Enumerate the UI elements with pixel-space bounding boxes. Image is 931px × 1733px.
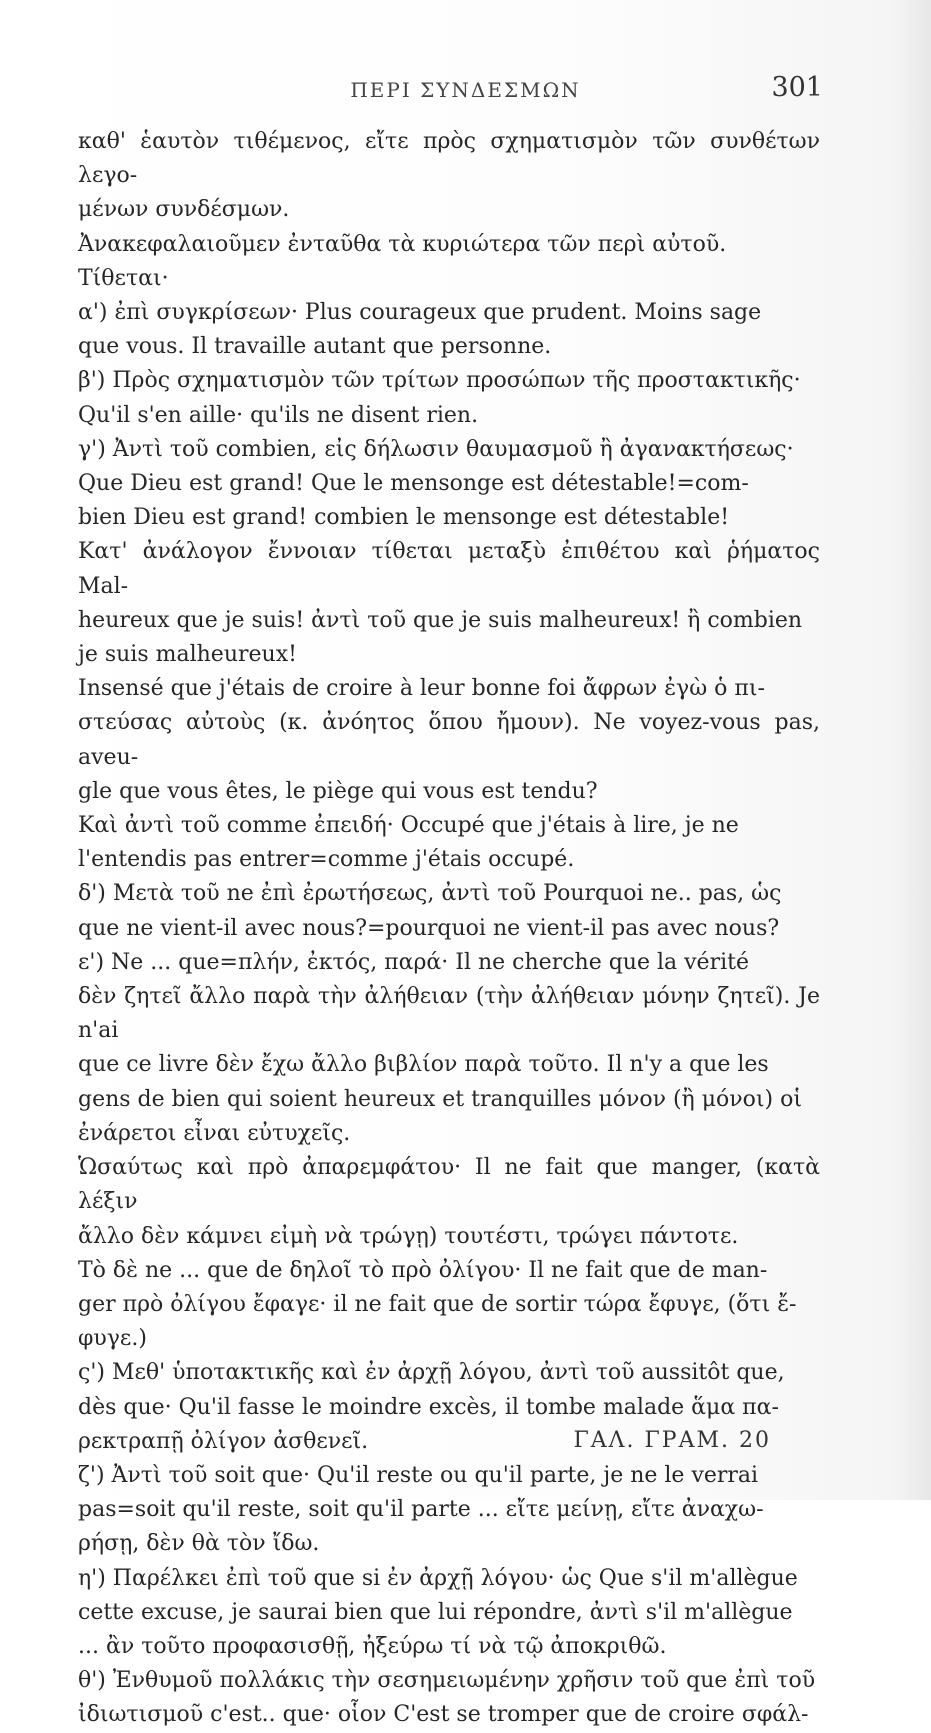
page-number: 301 — [771, 72, 823, 103]
running-head — [0, 72, 931, 118]
text-line: ε') Ne ... que=πλήν, ἐκτός, παρά· Il ne cherche que la vérité — [78, 949, 749, 975]
text-line: l'entendis pas entrer=comme j'étais occupé. — [78, 847, 575, 873]
text-line: θ') Ἐνθυμοῦ πολλάκις τὴν σεσημειωμένην χρῆσιν τοῦ que ἐπὶ τοῦ — [78, 1668, 816, 1694]
text-line: cette excuse, je saurai bien que lui répondre, ἀντὶ s'il m'allègue — [78, 1599, 793, 1625]
text-line: ἄλλο δὲν κάμνει εἰμὴ νὰ τρώγῃ) τουτέστι, τρώγει πάντοτε. — [78, 1223, 739, 1249]
text-line: Τὸ δὲ ne ... que de δηλοῖ τὸ πρὸ ὀλίγου· Il ne fait que de man- — [78, 1257, 768, 1283]
text-line: je suis malheureux! — [78, 642, 297, 668]
text-line: Que Dieu est grand! Que le mensonge est détestable!=com- — [78, 471, 749, 497]
text-line: ἐνάρετοι εἶναι εὐτυχεῖς. — [78, 1120, 351, 1146]
running-title: ΠΕΡΙ ΣΥΝΔΕΣΜΩΝ — [350, 78, 581, 102]
text-line: Ὡσαύτως καὶ πρὸ ἀπαρεμφάτου· Il ne fait que manger, (κατὰ λέξιν — [78, 1155, 820, 1215]
text-line: α') ἐπὶ συγκρίσεων· Plus courageux que prudent. Moins sage — [78, 300, 762, 326]
text-line: Τίθεται· — [78, 265, 169, 291]
text-line: que ce livre δὲν ἔχω ἄλλο βιβλίον παρὰ τοῦτο. Il n'y a que les — [78, 1052, 769, 1078]
text-line: β') Πρὸς σχηματισμὸν τῶν τρίτων προσώπων τῆς προστακτικῆς· — [78, 368, 801, 394]
text-line: gens de bien qui soient heureux et tranquilles μόνον (ἢ μόνοι) οἱ — [78, 1086, 802, 1112]
text-line: ger πρὸ ὀλίγου ἔφαγε· il ne fait que de sortir τώρα ἔφυγε, (ὅτι ἔ- — [78, 1291, 797, 1317]
page-edge-shadow — [891, 0, 931, 1500]
text-line: Ἀνακεφαλαιοῦμεν ἐνταῦθα τὰ κυριώτερα τῶν περὶ αὐτοῦ. — [78, 231, 727, 257]
text-line: ἰδιωτισμοῦ c'est.. que· οἷον C'est se tromper que de croire σφάλ- — [78, 1702, 809, 1728]
text-line: Qu'il s'en aille· qu'ils ne disent rien. — [78, 402, 479, 428]
body-text — [78, 125, 820, 1733]
text-line: δὲν ζητεῖ ἄλλο παρὰ τὴν ἀλήθειαν (τὴν ἀλήθειαν μόνην ζητεῖ). Je n'ai — [78, 984, 820, 1044]
text-line: ς') Μεθ' ὑποτακτικῆς καὶ ἐν ἀρχῇ λόγου, ἀντὶ τοῦ aussitôt que, — [78, 1360, 785, 1386]
text-line: ρεκτραπῇ ὀλίγον ἀσθενεῖ. — [78, 1428, 369, 1454]
text-line: καθ' ἑαυτὸν τιθέμενος, εἴτε πρὸς σχηματισμὸν τῶν συνθέτων λεγο- — [78, 129, 820, 189]
text-line: que ne vient-il avec nous?=pourquoi ne vient-il pas avec nous? — [78, 915, 780, 941]
text-line: Καὶ ἀντὶ τοῦ comme ἐπειδή· Occupé que j'étais à lire, je ne — [78, 813, 739, 839]
text-line: heureux que je suis! ἀντὶ τοῦ que je suis malheureux! ἢ combien — [78, 607, 803, 633]
text-line: dès que· Qu'il fasse le moindre excès, il tombe malade ἅμα πα- — [78, 1394, 779, 1420]
text-line: δ') Μετὰ τοῦ ne ἐπὶ ἐρωτήσεως, ἀντὶ τοῦ Pourquoi ne.. pas, ὡς — [78, 881, 782, 907]
text-line: Insensé que j'étais de croire à leur bonne foi ἄφρων ἐγὼ ὁ πι- — [78, 676, 765, 702]
text-line: φυγε.) — [78, 1326, 147, 1352]
text-line: gle que vous êtes, le piège qui vous est tendu? — [78, 778, 598, 804]
text-line: ζ') Ἀντὶ τοῦ soit que· Qu'il reste ou qu'il parte, je ne le verrai — [78, 1462, 759, 1488]
signature-mark: ΓΑΛ. ΓΡΑΜ. 20 — [573, 1428, 771, 1453]
text-line: Κατ' ἀνάλογον ἔννοιαν τίθεται μεταξὺ ἐπιθέτου καὶ ῥήματος Mal- — [78, 539, 820, 599]
text-line: ρήσῃ, δὲν θὰ τὸν ἴδω. — [78, 1531, 320, 1557]
text-line: bien Dieu est grand! combien le mensonge est détestable! — [78, 505, 730, 531]
text-line: στεύσας αὐτοὺς (κ. ἀνόητος ὅπου ἤμουν). Ne voyez-vous pas, aveu- — [78, 710, 820, 770]
text-line: γ') Ἀντὶ τοῦ combien, εἰς δήλωσιν θαυμασμοῦ ἢ ἀγανακτήσεως· — [78, 436, 794, 462]
text-line: pas=soit qu'il reste, soit qu'il parte ... εἴτε μείνῃ, εἴτε ἀναχω- — [78, 1497, 764, 1523]
text-line: que vous. Il travaille autant que personne. — [78, 334, 552, 360]
page-footer — [0, 1428, 931, 1468]
text-line: μένων συνδέσμων. — [78, 197, 290, 223]
text-line: ... ἂν τοῦτο προφασισθῇ, ἠξεύρω τί νὰ τῷ ἀποκριθῶ. — [78, 1633, 667, 1659]
text-line: η') Παρέλκει ἐπὶ τοῦ que si ἐν ἀρχῇ λόγου· ὡς Que s'il m'allègue — [78, 1565, 798, 1591]
